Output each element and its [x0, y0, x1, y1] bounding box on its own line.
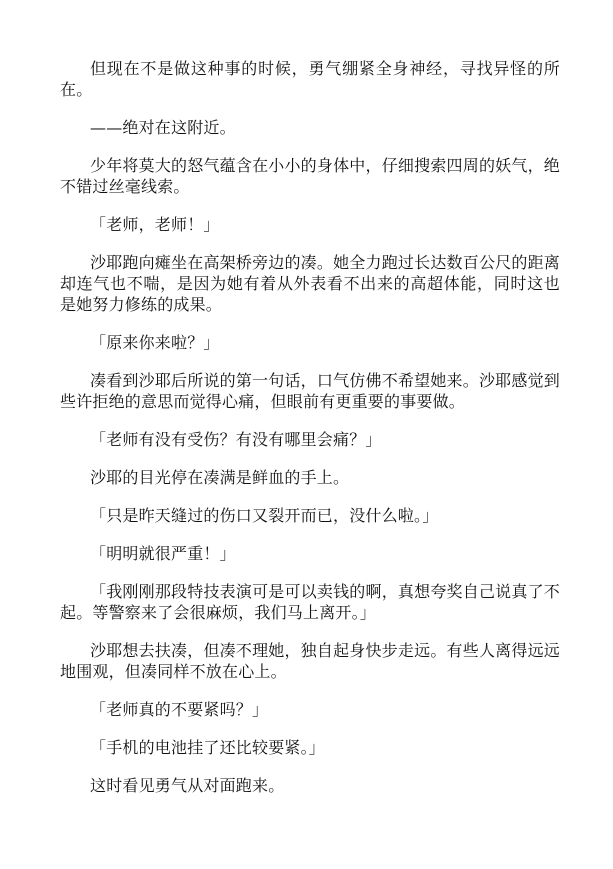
paragraph: 「老师真的不要紧吗？」 [90, 700, 269, 719]
paragraph: 「我刚刚那段特技表演可是可以卖钱的啊，真想夸奖自己说真了不起。等警察来了会很麻烦，我们马上离开。」 [60, 582, 560, 622]
page-body [60, 58, 560, 813]
paragraph: 「老师，老师！」 [90, 215, 220, 234]
paragraph: 「手机的电池挂了还比较要紧。」 [90, 738, 326, 757]
paragraph: 沙耶跑向瘫坐在高架桥旁边的凑。她全力跑过长达数百公尺的距离却连气也不喘，是因为她有着从外表看不出来的高超体能，同时这也是她努力修练的成果。 [60, 253, 560, 314]
paragraph: 但现在不是做这种事的时候，勇气绷紧全身神经，寻找异怪的所在。 [60, 59, 560, 99]
paragraph: 「明明就很严重！」 [90, 544, 236, 563]
paragraph: 凑看到沙耶后所说的第一句话，口气仿佛不希望她来。沙耶感觉到些许拒绝的意思而觉得心痛，但眼前有更重要的事要做。 [60, 371, 560, 411]
paragraph: ——绝对在这附近。 [90, 118, 236, 137]
paragraph: 沙耶想去扶凑，但凑不理她，独自起身快步走远。有些人离得远远地围观，但凑同样不放在心上。 [60, 641, 560, 681]
paragraph: 「原来你来啦？」 [90, 333, 220, 352]
paragraph: 这时看见勇气从对面跑来。 [90, 776, 285, 795]
paragraph: 「老师有没有受伤？有没有哪里会痛？」 [90, 430, 382, 449]
paragraph: 少年将莫大的怒气蕴含在小小的身体中，仔细搜索四周的妖气，绝不错过丝毫线索。 [60, 156, 560, 196]
paragraph: 沙耶的目光停在凑满是鲜血的手上。 [90, 468, 350, 487]
paragraph: 「只是昨天缝过的伤口又裂开而已，没什么啦。」 [90, 506, 439, 525]
